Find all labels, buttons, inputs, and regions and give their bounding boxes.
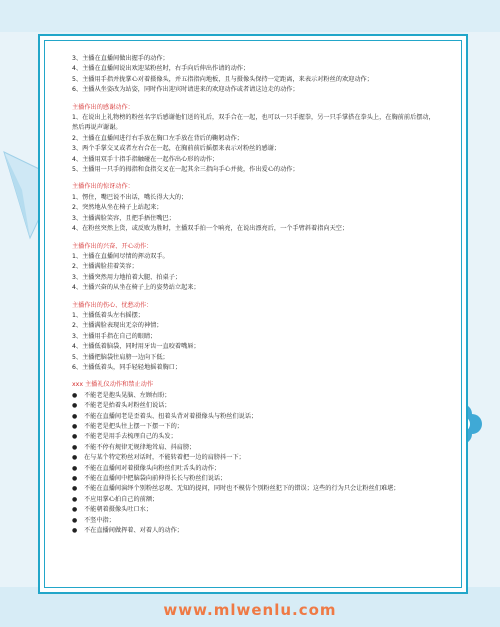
watermark: www.mlwenlu.com [163,601,337,619]
bullet-item: ● 不能在直播间演绎个别粉丝忍观、无知的提问，同时也不模仿个别粉丝犯下的错误；这些的行为只会让粉丝们难堪； [72,484,440,494]
section-line: 1、在说出上礼物榜的粉丝名字后感谢他们送的礼后，双手合在一起，也可以一只手握拳，另一只手掌搭在拳头上，在胸前前后摆动，然后再说声谢谢。 [72,114,435,132]
intro-line: 6、主播从坐姿改为站姿，同时作出迎宾时请进来的欢迎动作或者请这边走的动作； [72,86,299,94]
background-top-band [0,0,500,32]
section-title: 主播作出的兴奋、开心动作： [72,242,153,250]
section-line: 4、主播低着脑袋，同时用牙齿一直咬着嘴唇； [72,343,200,351]
section-title: 主播作出的惊讶动作： [72,183,134,191]
section [72,103,440,176]
bullet-item: ● 不能在直播间中把脑袋向前伸得长长与粉丝们说话； [72,474,440,484]
bullet-item: ● 不在直播间做挥着、对着人的动作； [72,526,440,536]
document-content [72,54,440,536]
section-line: 3、两个手掌交叉或者左右合在一起，在胸前前后摇摆来表示对粉丝的感谢； [72,145,281,153]
section [72,301,440,374]
section-line: 1、主播低着头左右摇摆； [72,311,144,319]
section-title: xxx 主播礼仪动作和禁止动作 [72,381,154,389]
intro-line: 4、主播在直播间说出欢迎某粉丝时，右手向后伸出作请的动作； [72,65,250,73]
section-title: 主播作出的伤心、忧愁动作： [72,301,153,309]
bullet-item: ● 不能老是用手去梳理自己的头发； [72,432,440,442]
section-line: 5、主播把脑袋往肩膀一边向下低； [72,353,169,361]
bullet-item: ● 不能朝着摄像头吐口水； [72,505,440,515]
bullet-item: ● 不能在直播间老是歪着头、扭着头背对着摄像头与粉丝们说话； [72,412,440,422]
section-line: 4、主播用双手十指手指触碰在一起作出心形的动作； [72,155,219,163]
section-line: 3、主播突然用力地拍着大腿、拍桌子； [72,273,182,281]
section-line: 1、愣住，嘴巴说不出话，嘴长得大大的； [72,193,188,201]
section-line: 3、主播用手指在自己的眼睛； [72,332,157,340]
section-line: 2、主播在直播间进行右手放在胸口左手放在背后的鞠躬动作； [72,134,243,142]
section-title: 主播作出的感谢动作： [72,103,134,111]
bullet-item: ● 不竖中指； [72,516,440,526]
bullet-item: ● 不能老是抬着头对粉丝们说话； [72,401,440,411]
section [72,182,440,234]
intro-line: 3、主播在直播间做出握手的动作； [72,55,169,62]
section-line: 2、突然地从坐在椅子上站起来； [72,204,163,212]
section-line: 2、主播满脸表现出无奈的神情； [72,322,163,330]
bullet-item: ● 不能老是把头往上摆一下摆一下的； [72,422,440,432]
sections [72,103,440,374]
etiquette-section [72,380,440,536]
section-line: 6、主播低着头，同手轻轻地摇着胸口； [72,363,182,371]
section-line: 3、主播满脸笑容，且把手捂住嘴巴； [72,214,175,222]
intro-line: 5、主播用手指并拢掌心对着摄像头，并五指指向地板，且与摄像头保持一定距离，来表示对粉丝的欢迎动作； [72,75,373,83]
section-line: 2、主播满脸挂着笑容； [72,263,138,271]
bullet-item: ● 不应用掌心拍自己的前额； [72,495,440,505]
bullet-item: ● 不能老是抱头晃脑、左顾右盼； [72,391,440,401]
section-line: 4、主播兴奋的从坐在椅子上的姿势站立起来； [72,284,200,292]
section [72,242,440,294]
etiquette-list [72,391,440,537]
bullet-item: ● 不能不停有规律无规律地耸肩、抖肩膀； [72,443,440,453]
bullet-item: ● 不能在直播间对着摄像头向粉丝们吐舌头的动作； [72,464,440,474]
section-line: 4、在粉丝突然上货，或反败为胜时，主播双手拍一个响亮，在说出漂亮后，一个手臂斜着指向天空； [72,225,349,233]
bullet-item: ● 在与某个特定粉丝对话时，不能转着把一边的肩膀抖一下； [72,453,440,463]
section-line: 1、主播在直播间尽情的挥动双手。 [72,252,169,260]
intro-list [72,54,440,96]
section-line: 5、主播用一只手的拇指和食指交叉在一起其余三指向手心并拢，作出爱心的动作； [72,166,299,174]
